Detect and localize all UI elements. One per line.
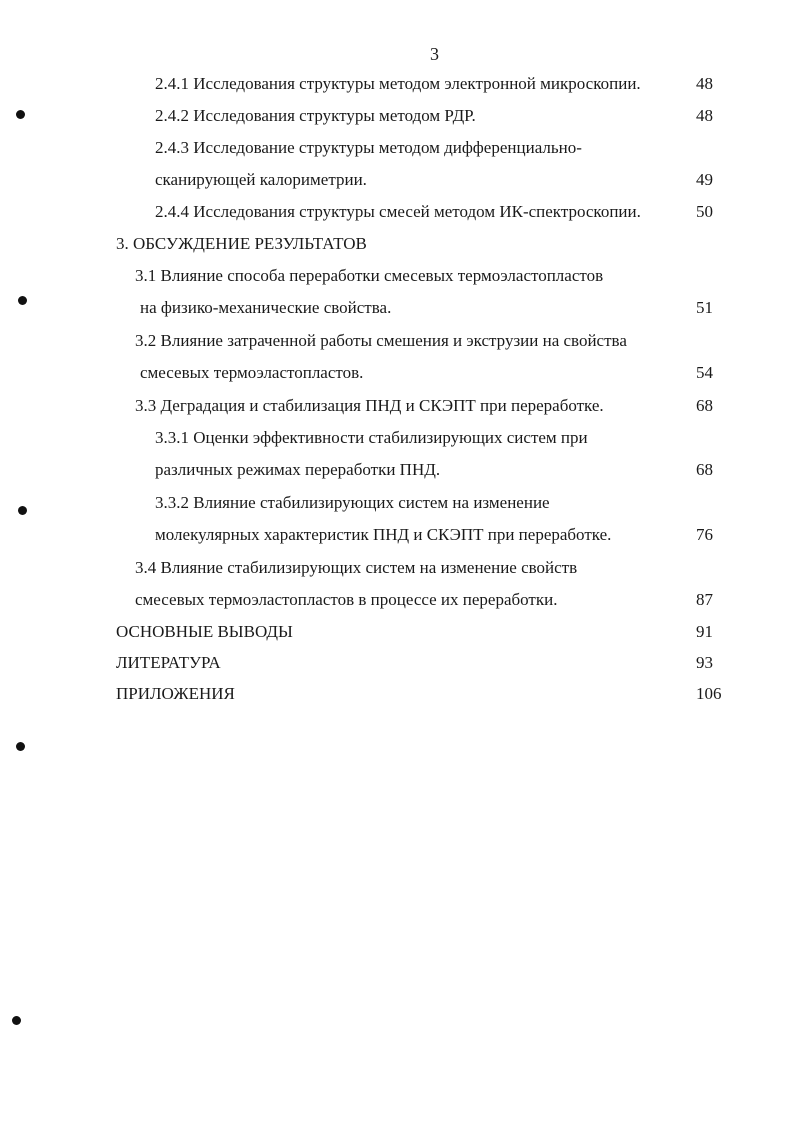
toc-entry-text: 3.3 Деградация и стабилизация ПНД и СКЭПТ при переработке.: [135, 396, 604, 415]
toc-section-heading: ОСНОВНЫЕ ВЫВОДЫ: [116, 622, 293, 641]
toc-entry-page: 50: [696, 202, 713, 221]
toc-entry-page: 106: [696, 684, 722, 703]
toc-entry-text: 2.4.1 Исследования структуры методом электронной микроскопии.: [155, 74, 641, 93]
toc-entry-page: 68: [696, 460, 713, 479]
toc-entry-text: 2.4.4 Исследования структуры смесей методом ИК-спектроскопии.: [155, 202, 641, 221]
binder-hole-mark: [16, 742, 25, 751]
toc-entry-text: 3.3.2 Влияние стабилизирующих систем на изменение: [155, 493, 550, 512]
toc-entry-page: 49: [696, 170, 713, 189]
toc-entry-page: 51: [696, 298, 713, 317]
toc-entry-text: молекулярных характеристик ПНД и СКЭПТ при переработке.: [155, 525, 612, 544]
binder-hole-mark: [12, 1016, 21, 1025]
toc-entry-page: 87: [696, 590, 713, 609]
binder-hole-mark: [18, 506, 27, 515]
toc-entry-text: различных режимах переработки ПНД.: [155, 460, 441, 479]
toc-section-heading: ЛИТЕРАТУРА: [116, 653, 221, 672]
toc-entry-text: 2.4.2 Исследования структуры методом РДР.: [155, 106, 476, 125]
page-number: 3: [430, 44, 439, 64]
toc-entry-text: 3.2 Влияние затраченной работы смешения и экструзии на свойства: [135, 331, 627, 350]
toc-entry-text: на физико-механические свойства.: [140, 298, 392, 317]
toc-entry-text: смесевых термоэластопластов.: [140, 363, 364, 382]
toc-entry-text: смесевых термоэластопластов в процессе их переработки.: [135, 590, 558, 609]
binder-hole-mark: [16, 110, 25, 119]
binder-hole-mark: [18, 296, 27, 305]
toc-entry-text: сканирующей калориметрии.: [155, 170, 367, 189]
toc-entry-text: 3.1 Влияние способа переработки смесевых термоэластопластов: [135, 266, 604, 285]
toc-entry-page: 48: [696, 106, 713, 125]
toc-entry-page: 48: [696, 74, 713, 93]
toc-entry-page: 68: [696, 396, 713, 415]
toc-section-heading: ПРИЛОЖЕНИЯ: [116, 684, 235, 703]
toc-section-heading: 3. ОБСУЖДЕНИЕ РЕЗУЛЬТАТОВ: [116, 234, 367, 253]
toc-entry-page: 93: [696, 653, 713, 672]
toc-entry-page: 91: [696, 622, 713, 641]
toc-entry-page: 54: [696, 363, 713, 382]
toc-entry-page: 76: [696, 525, 713, 544]
toc-entry-text: 3.4 Влияние стабилизирующих систем на изменение свойств: [135, 558, 578, 577]
toc-entry-text: 3.3.1 Оценки эффективности стабилизирующих систем при: [155, 428, 588, 447]
toc-entry-text: 2.4.3 Исследование структуры методом дифференциально-: [155, 138, 582, 157]
